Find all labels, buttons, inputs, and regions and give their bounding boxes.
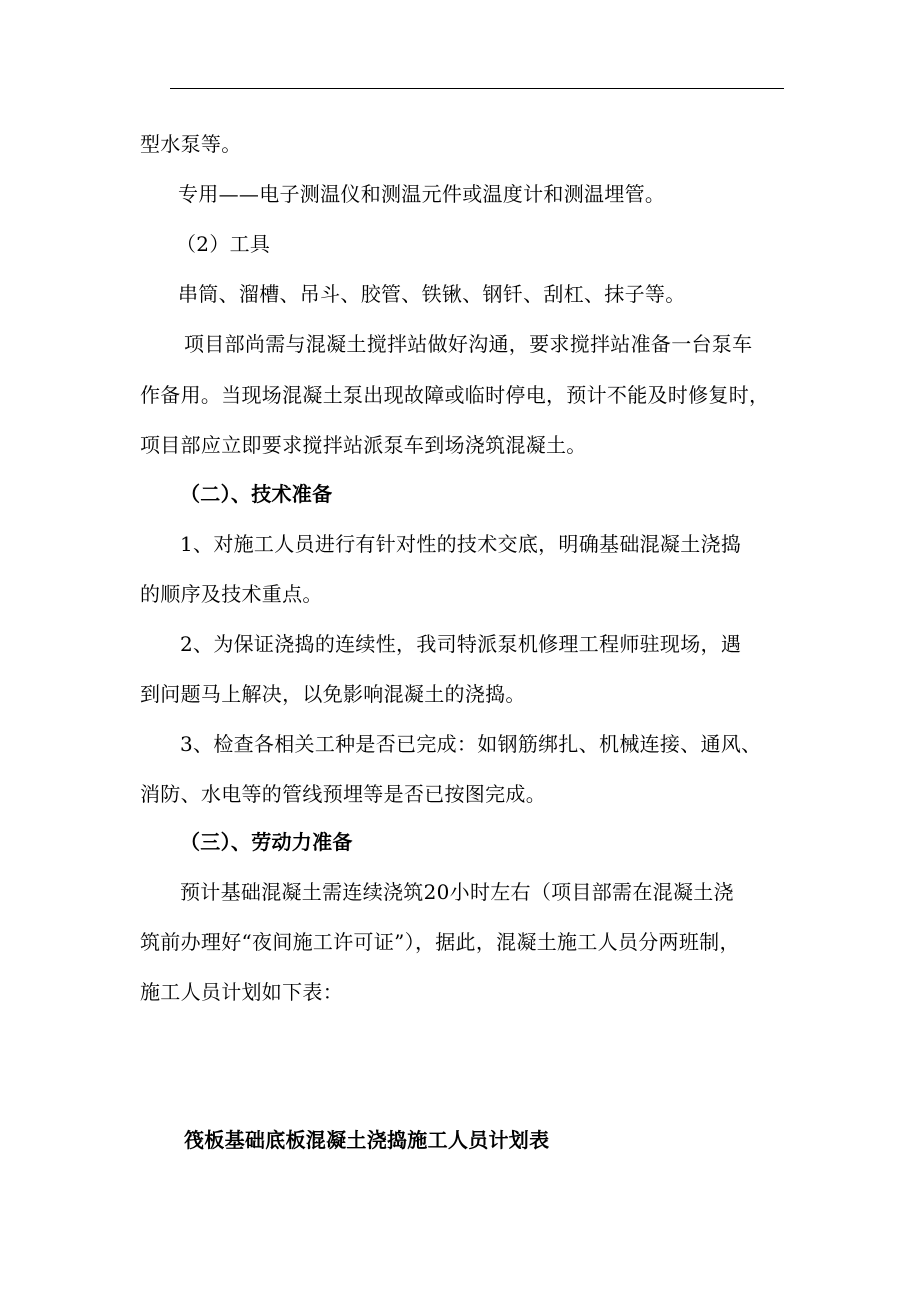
tech-item-1-line-1: 1、对施工人员进行有针对性的技术交底，明确基础混凝土浇捣 (180, 532, 742, 556)
labor-paragraph-line-3: 施工人员计划如下表： (140, 980, 343, 1004)
table-title: 筏板基础底板混凝土浇捣施工人员计划表 (184, 1128, 550, 1152)
text-line-2: 专用——电子测温仪和测温元件或温度计和测温埋管。 (178, 182, 666, 206)
text-line-1: 型水泵等。 (140, 132, 242, 156)
header-rule (170, 88, 784, 89)
tech-item-3-line-1: 3、检查各相关工种是否已完成：如钢筋绑扎、机械连接、通风、 (180, 732, 762, 756)
section-tools-heading: （2）工具 (176, 232, 271, 256)
section-tech-heading: （二）、技术准备 (180, 482, 333, 506)
tech-item-3-line-2: 消防、水电等的管线预埋等是否已按图完成。 (140, 782, 546, 806)
tech-item-1-line-2: 的顺序及技术重点。 (140, 582, 323, 606)
section-labor-heading: （三）、劳动力准备 (180, 830, 353, 854)
tech-item-2-line-2: 到问题马上解决，以免影响混凝土的浇捣。 (140, 682, 526, 706)
text-line-tools: 串筒、溜槽、吊斗、胶管、铁锹、钢钎、刮杠、抹子等。 (178, 282, 686, 306)
paragraph-pump-line-1: 项目部尚需与混凝土搅拌站做好沟通，要求搅拌站准备一台泵车 (184, 332, 753, 356)
paragraph-pump-line-3: 项目部应立即要求搅拌站派泵车到场浇筑混凝土。 (140, 433, 587, 457)
labor-paragraph-line-2: 筑前办理好“夜间施工许可证”），据此，混凝土施工人员分两班制， (140, 930, 740, 954)
tech-item-2-line-1: 2、为保证浇捣的连续性，我司特派泵机修理工程师驻现场，遇 (180, 632, 742, 656)
paragraph-pump-line-2: 作备用。当现场混凝土泵出现故障或临时停电，预计不能及时修复时， (140, 383, 770, 407)
labor-paragraph-line-1: 预计基础混凝土需连续浇筑20小时左右（项目部需在混凝土浇 (180, 880, 734, 904)
